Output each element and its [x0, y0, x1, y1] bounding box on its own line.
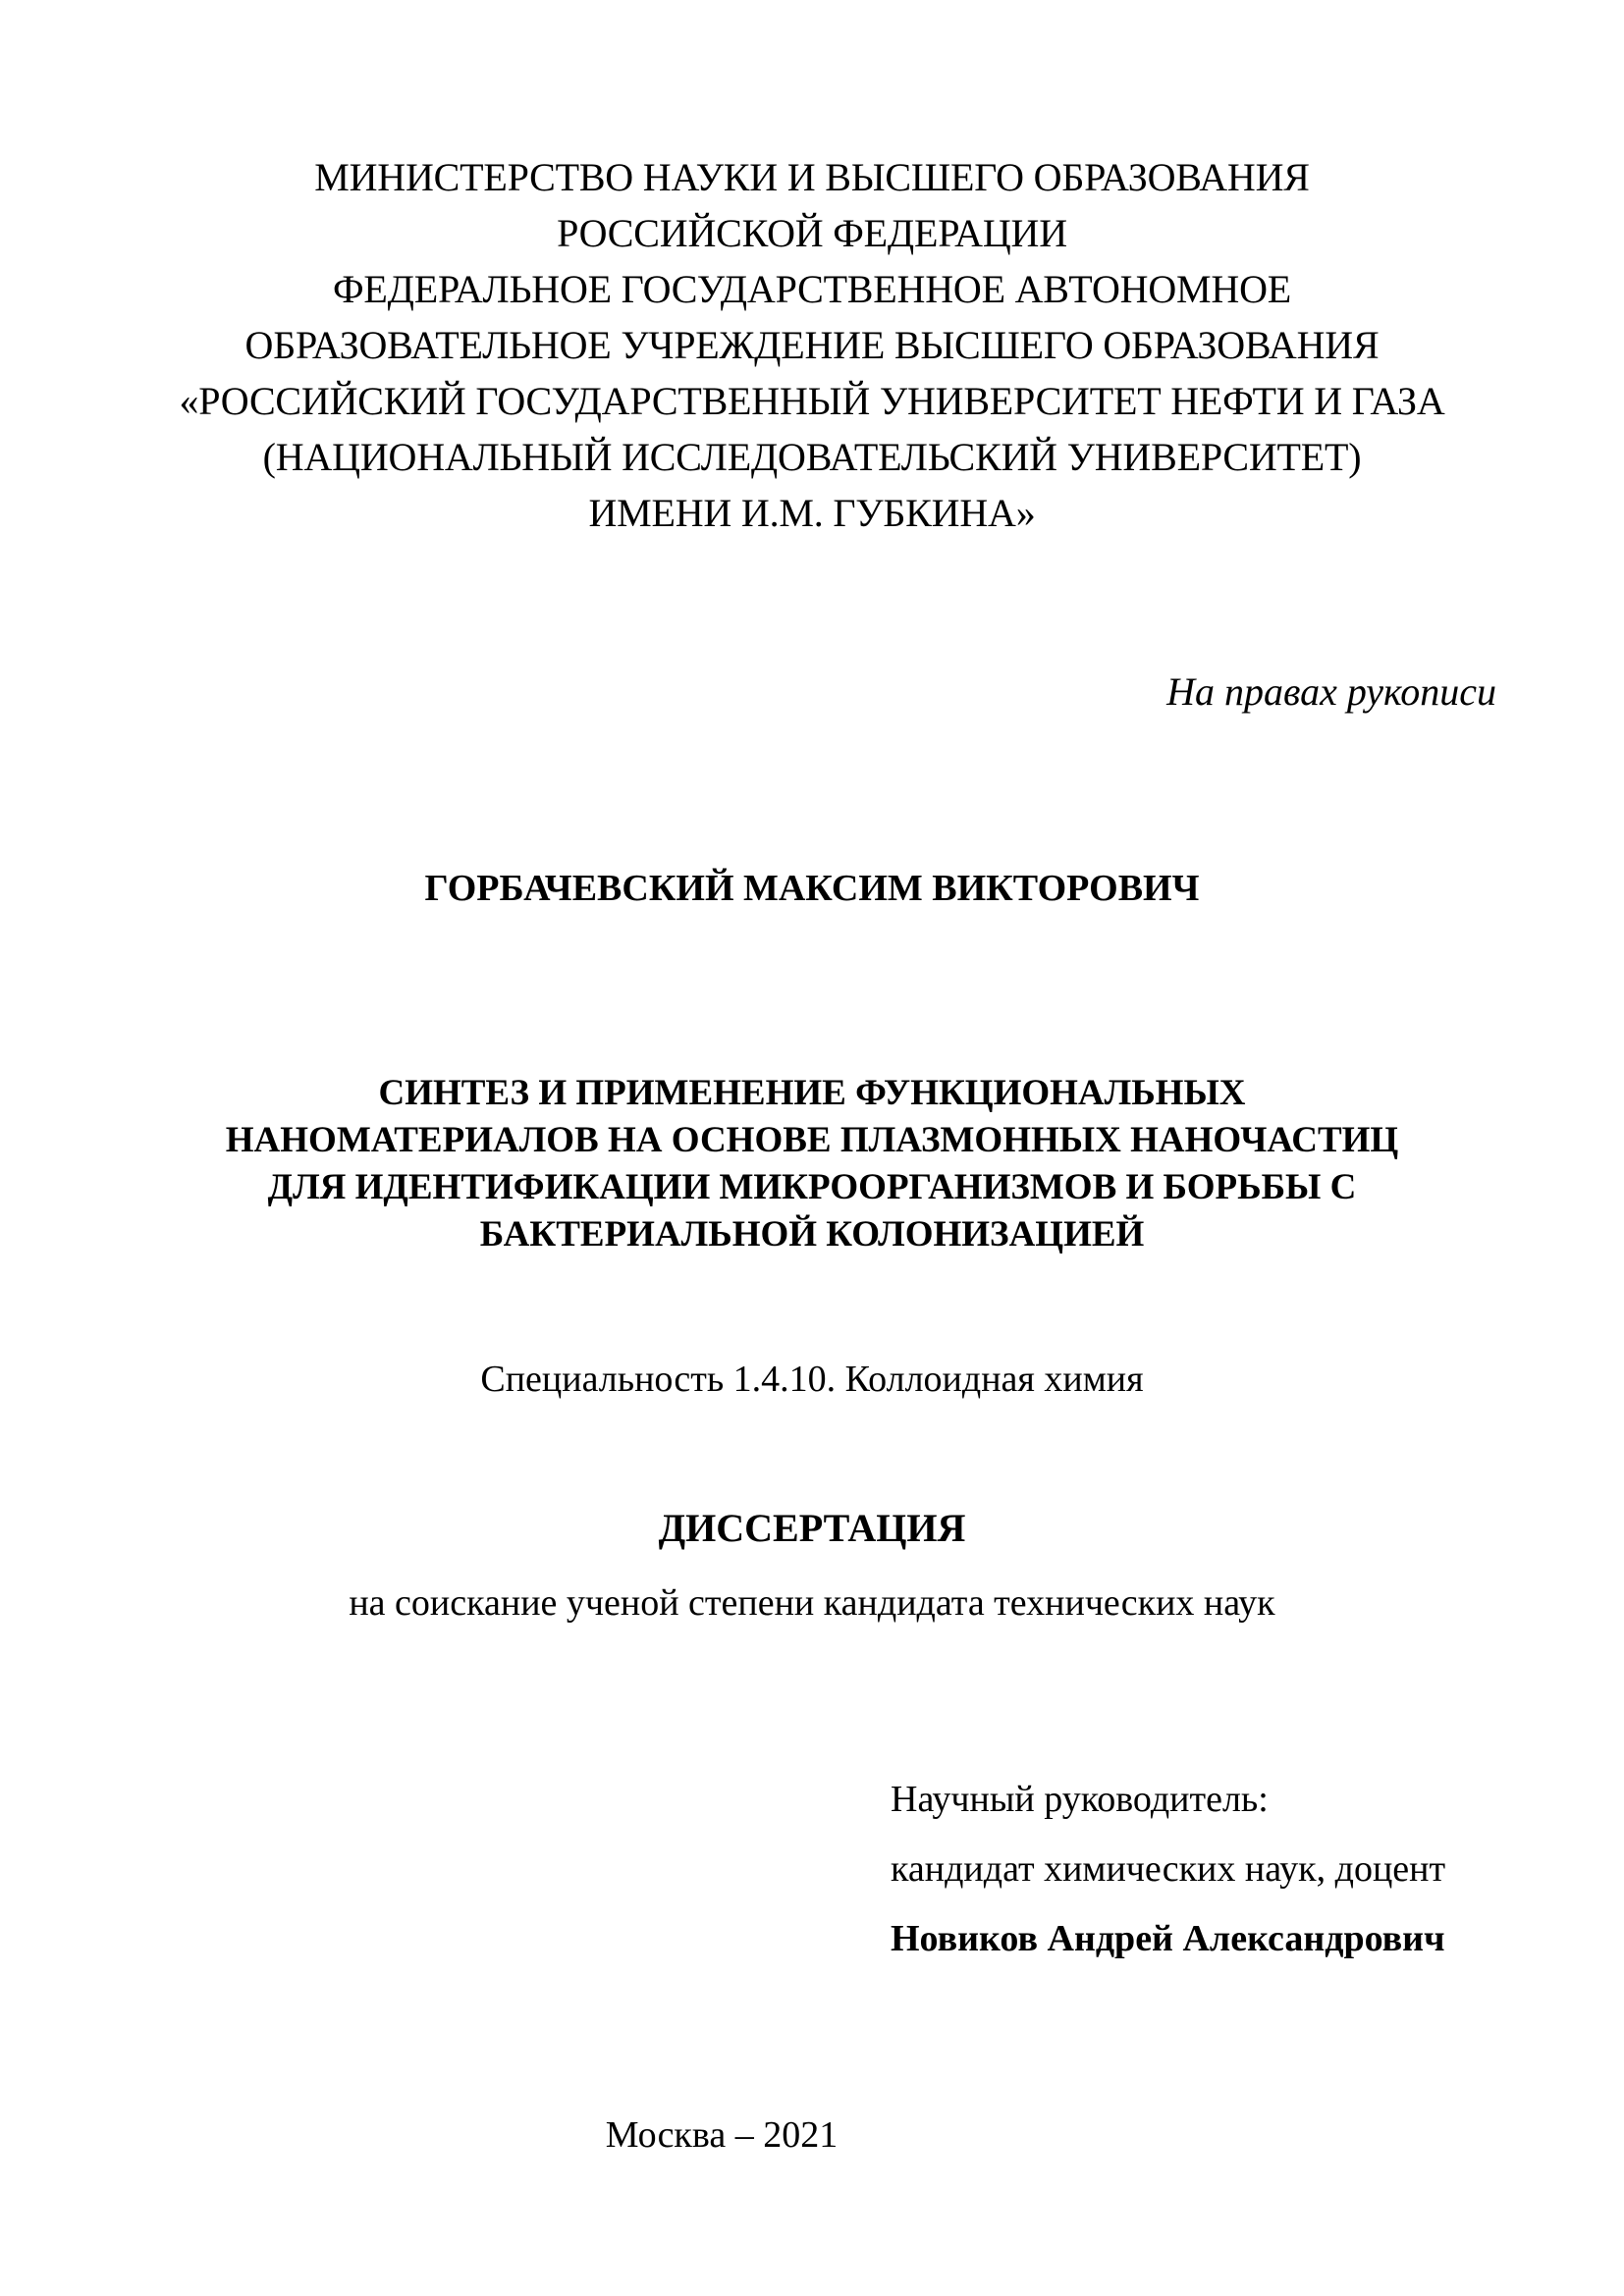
- header-line: РОССИЙСКОЙ ФЕДЕРАЦИИ: [557, 211, 1067, 255]
- supervisor-block: [891, 1775, 1445, 1984]
- supervisor-name: Новиков Андрей Александрович: [891, 1918, 1445, 1959]
- document-type: ДИССЕРТАЦИЯ: [658, 1506, 966, 1550]
- city-year-text: Москва – 2021: [605, 2114, 839, 2156]
- author-name: ГОРБАЧЕВСКИЙ МАКСИМ ВИКТОРОВИЧ: [424, 868, 1200, 909]
- header-line: (НАЦИОНАЛЬНЫЙ ИССЛЕДОВАТЕЛЬСКИЙ УНИВЕРСИТЕТ): [262, 435, 1362, 479]
- title-line: БАКТЕРИАЛЬНОЙ КОЛОНИЗАЦИЕЙ: [479, 1214, 1145, 1255]
- city-year: [0, 2110, 1624, 2160]
- title-line: НАНОМАТЕРИАЛОВ НА ОСНОВЕ ПЛАЗМОННЫХ НАНОЧАСТИЦ: [225, 1120, 1399, 1160]
- institution-header: [0, 149, 1624, 541]
- supervisor-label: Научный руководитель:: [891, 1779, 1269, 1820]
- header-line: ОБРАЗОВАТЕЛЬНОЕ УЧРЕЖДЕНИЕ ВЫСШЕГО ОБРАЗОВАНИЯ: [244, 323, 1380, 367]
- specialty: [0, 1355, 1624, 1404]
- degree-line: на соискание ученой степени кандидата технических наук: [349, 1582, 1275, 1624]
- title-line: ДЛЯ ИДЕНТИФИКАЦИИ МИКРООРГАНИЗМОВ И БОРЬБЫ С: [267, 1167, 1357, 1207]
- header-line: ИМЕНИ И.М. ГУБКИНА»: [588, 491, 1036, 535]
- header-line: МИНИСТЕРСТВО НАУКИ И ВЫСШЕГО ОБРАЗОВАНИЯ: [314, 155, 1310, 199]
- specialty-text: Специальность 1.4.10. Коллоидная химия: [480, 1359, 1144, 1400]
- dissertation-title: [0, 1070, 1624, 1258]
- header-line: «РОССИЙСКИЙ ГОСУДАРСТВЕННЫЙ УНИВЕРСИТЕТ НЕФТИ И ГАЗА: [179, 379, 1445, 423]
- manuscript-note: На правах рукописи: [1166, 669, 1496, 714]
- supervisor-rank: кандидат химических наук, доцент: [891, 1848, 1446, 1890]
- title-line: СИНТЕЗ И ПРИМЕНЕНИЕ ФУНКЦИОНАЛЬНЫХ: [378, 1073, 1246, 1113]
- header-line: ФЕДЕРАЛЬНОЕ ГОСУДАРСТВЕННОЕ АВТОНОМНОЕ: [332, 267, 1291, 311]
